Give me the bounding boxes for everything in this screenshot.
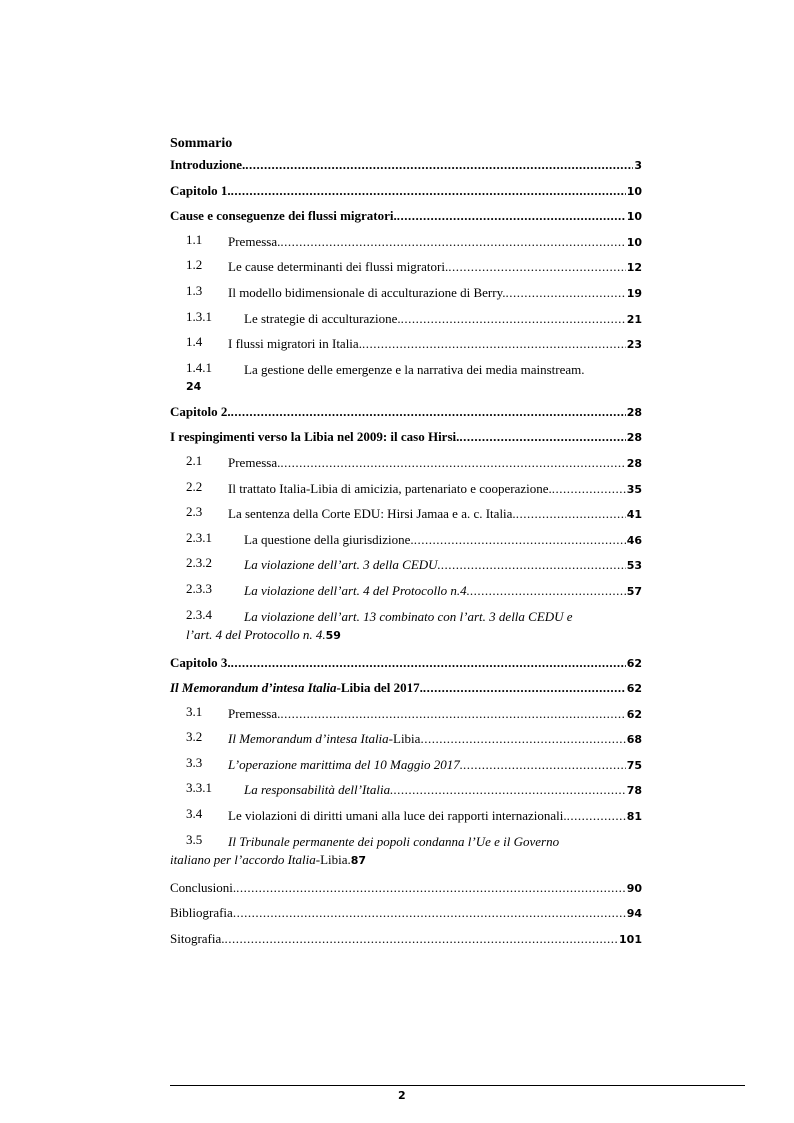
toc-entry-capitolo-3-title[interactable] <box>170 678 642 704</box>
toc-page-number: 21 <box>626 312 642 326</box>
toc-entry-text: Le cause determinanti dei flussi migratori. <box>228 259 449 275</box>
footer-page-number: 2 <box>398 1089 406 1102</box>
toc-section-number: 2.3.1 <box>186 529 212 545</box>
toc-section-number: 3.1 <box>186 703 203 719</box>
toc-section-number: 3.5 <box>186 831 203 847</box>
toc-section-number: 1.1 <box>186 231 203 247</box>
toc-entry-3-3-1[interactable] <box>170 780 642 806</box>
toc-page-number: 10 <box>626 210 642 224</box>
toc-page-number: 62 <box>626 656 642 670</box>
toc-entry-text-line1: Il Tribunale permanente dei popoli condanna l’Ue e il Governo <box>228 833 560 849</box>
toc-page-number: 28 <box>626 456 642 470</box>
toc-entry-capitolo-3[interactable] <box>170 653 642 679</box>
toc-entry-text: Introduzione. <box>170 157 246 172</box>
toc-entry-text: I respingimenti verso la Libia nel 2009: il caso Hirsi. <box>170 429 460 445</box>
toc-page-number: 28 <box>626 431 642 445</box>
toc-entry-1-1[interactable] <box>170 232 642 258</box>
toc-entry-capitolo-1-title[interactable] <box>170 206 642 232</box>
toc-section-number: 3.3 <box>186 754 203 770</box>
toc-entry-text-line2: l’art. 4 del Protocollo n. 4. <box>186 626 326 642</box>
toc-section-number: 3.4 <box>186 806 203 822</box>
toc-entry-1-2[interactable] <box>170 257 642 283</box>
toc-entry-2-3-1[interactable] <box>170 530 642 556</box>
toc-page-number: 57 <box>626 584 642 598</box>
toc-entry-text: -Libia del 2017. <box>336 680 423 696</box>
toc-page-number: 62 <box>626 682 642 696</box>
footer-rule <box>170 1085 745 1086</box>
toc-page-number: 87 <box>350 853 367 867</box>
toc-section-number: 1.4.1 <box>186 359 212 375</box>
toc-entry-text: Capitolo 2. <box>170 403 231 419</box>
toc-entry-capitolo-1[interactable] <box>170 181 642 207</box>
toc-entry-3-4[interactable] <box>170 806 642 832</box>
toc-section-number: 2.3.4 <box>186 606 212 622</box>
toc-entry-text: Conclusioni. <box>170 879 237 895</box>
toc-entry-3-1[interactable] <box>170 704 642 730</box>
toc-entry-text: Premessa. <box>228 233 281 249</box>
toc-entry-1-3-1[interactable] <box>170 309 642 335</box>
toc-entry-text: La violazione dell’art. 3 della CEDU. <box>244 557 441 573</box>
toc-entry-3-2[interactable] <box>170 729 642 755</box>
toc-entry-text-line1: La violazione dell’art. 13 combinato con l’art. 3 della CEDU e <box>244 608 573 624</box>
toc-entry-text: Le violazioni di diritti umani alla luce dei rapporti internazionali. <box>228 808 567 824</box>
toc-page-number: 59 <box>325 628 341 642</box>
toc-section-number: 2.3 <box>186 504 203 520</box>
toc-entry-text: La sentenza della Corte EDU: Hirsi Jamaa e a. c. Italia. <box>228 506 516 522</box>
toc-page-number: 3 <box>634 159 642 172</box>
toc-section-number: 2.2 <box>186 478 203 494</box>
toc-entry-2-1[interactable] <box>170 453 642 479</box>
toc-entry-text-italic: Il Memorandum d’intesa Italia <box>170 680 337 696</box>
toc-page-number: 41 <box>626 508 642 522</box>
toc-entry-conclusioni[interactable] <box>170 878 642 904</box>
toc-entry-text: La violazione dell’art. 4 del Protocollo n.4. <box>244 582 470 598</box>
toc-entry-1-3[interactable] <box>170 283 642 309</box>
toc-entry-3-5[interactable] <box>170 832 642 878</box>
toc-entry-text: Cause e conseguenze dei flussi migratori. <box>170 208 397 224</box>
toc-entry-2-3-2[interactable] <box>170 555 642 581</box>
toc-section-number: 3.2 <box>186 729 203 745</box>
toc-page-number: 101 <box>619 932 642 946</box>
toc-page-number: 46 <box>626 533 642 547</box>
toc-entry-text-line2-italic: italiano per l’accordo Italia <box>170 851 316 867</box>
toc-page-number: 78 <box>626 784 642 798</box>
toc-entry-introduzione[interactable] <box>170 155 642 181</box>
toc-entry-2-3-4[interactable] <box>170 607 642 653</box>
toc-entry-1-4[interactable] <box>170 334 642 360</box>
toc-page-number: 35 <box>626 482 642 496</box>
toc-page-number: 10 <box>626 235 642 249</box>
toc-section-number: 1.4 <box>186 334 203 350</box>
toc-page-number: 28 <box>626 405 642 419</box>
toc-entry-1-4-1[interactable] <box>170 360 642 402</box>
toc-entry-text: Premessa. <box>228 454 281 470</box>
toc-section-number: 1.3 <box>186 282 203 298</box>
toc-page-number: 68 <box>626 733 642 747</box>
toc-entry-2-2[interactable] <box>170 479 642 505</box>
toc-section-number: 3.3.1 <box>186 780 212 796</box>
toc-entry-text: La gestione delle emergenze e la narrativa dei media mainstream. <box>244 361 585 377</box>
toc-entry-text-italic: Il Memorandum d’intesa Italia <box>228 731 389 747</box>
toc-entry-capitolo-2[interactable] <box>170 402 642 428</box>
toc-section-number: 2.3.2 <box>186 555 212 571</box>
toc-title: Sommario <box>170 136 233 151</box>
toc-entry-text: Sitografia. <box>170 930 225 946</box>
toc-page-number: 19 <box>626 286 642 300</box>
toc-page-number: 90 <box>626 881 642 895</box>
table-of-contents <box>170 133 642 954</box>
toc-page-number: 24 <box>186 379 202 393</box>
toc-page-number: 81 <box>626 810 642 824</box>
toc-page-number: 23 <box>626 338 642 352</box>
toc-entry-text: Premessa. <box>228 705 281 721</box>
toc-entry-text: Il trattato Italia-Libia di amicizia, partenariato e cooperazione. <box>228 480 552 496</box>
toc-entry-sitografia[interactable] <box>170 929 642 955</box>
toc-page-number: 12 <box>626 261 642 275</box>
toc-page-number: 62 <box>626 707 642 721</box>
toc-entry-text: Bibliografia <box>170 905 233 921</box>
toc-entry-text: L’operazione marittima del 10 Maggio 2017. <box>228 756 463 772</box>
toc-entry-bibliografia[interactable] <box>170 903 642 929</box>
toc-page-number: 75 <box>626 758 642 772</box>
toc-section-number: 1.3.1 <box>186 308 212 324</box>
toc-section-number: 2.1 <box>186 452 203 468</box>
toc-section-number: 2.3.3 <box>186 580 212 596</box>
toc-page-number: 10 <box>626 184 642 198</box>
toc-entry-2-3[interactable] <box>170 504 642 530</box>
toc-entry-text: Capitolo 1. <box>170 182 231 198</box>
toc-entry-text: Le strategie di acculturazione. <box>244 310 401 326</box>
toc-entry-capitolo-2-title[interactable] <box>170 427 642 453</box>
toc-entry-3-3[interactable] <box>170 755 642 781</box>
toc-entry-text: Il modello bidimensionale di acculturazione di Berry. <box>228 284 506 300</box>
toc-entry-text: La questione della giurisdizione. <box>244 531 414 547</box>
toc-entry-2-3-3[interactable] <box>170 581 642 607</box>
toc-entry-text: La responsabilità dell’Italia. <box>244 782 394 798</box>
toc-entry-text: -Libia <box>388 731 421 747</box>
toc-page-number: 53 <box>626 559 642 573</box>
toc-entry-text-line2: -Libia. <box>315 851 351 867</box>
toc-entry-text: Capitolo 3. <box>170 654 231 670</box>
toc-entry-text: I flussi migratori in Italia. <box>228 336 362 352</box>
toc-section-number: 1.2 <box>186 257 203 273</box>
toc-page-number: 94 <box>626 907 642 921</box>
